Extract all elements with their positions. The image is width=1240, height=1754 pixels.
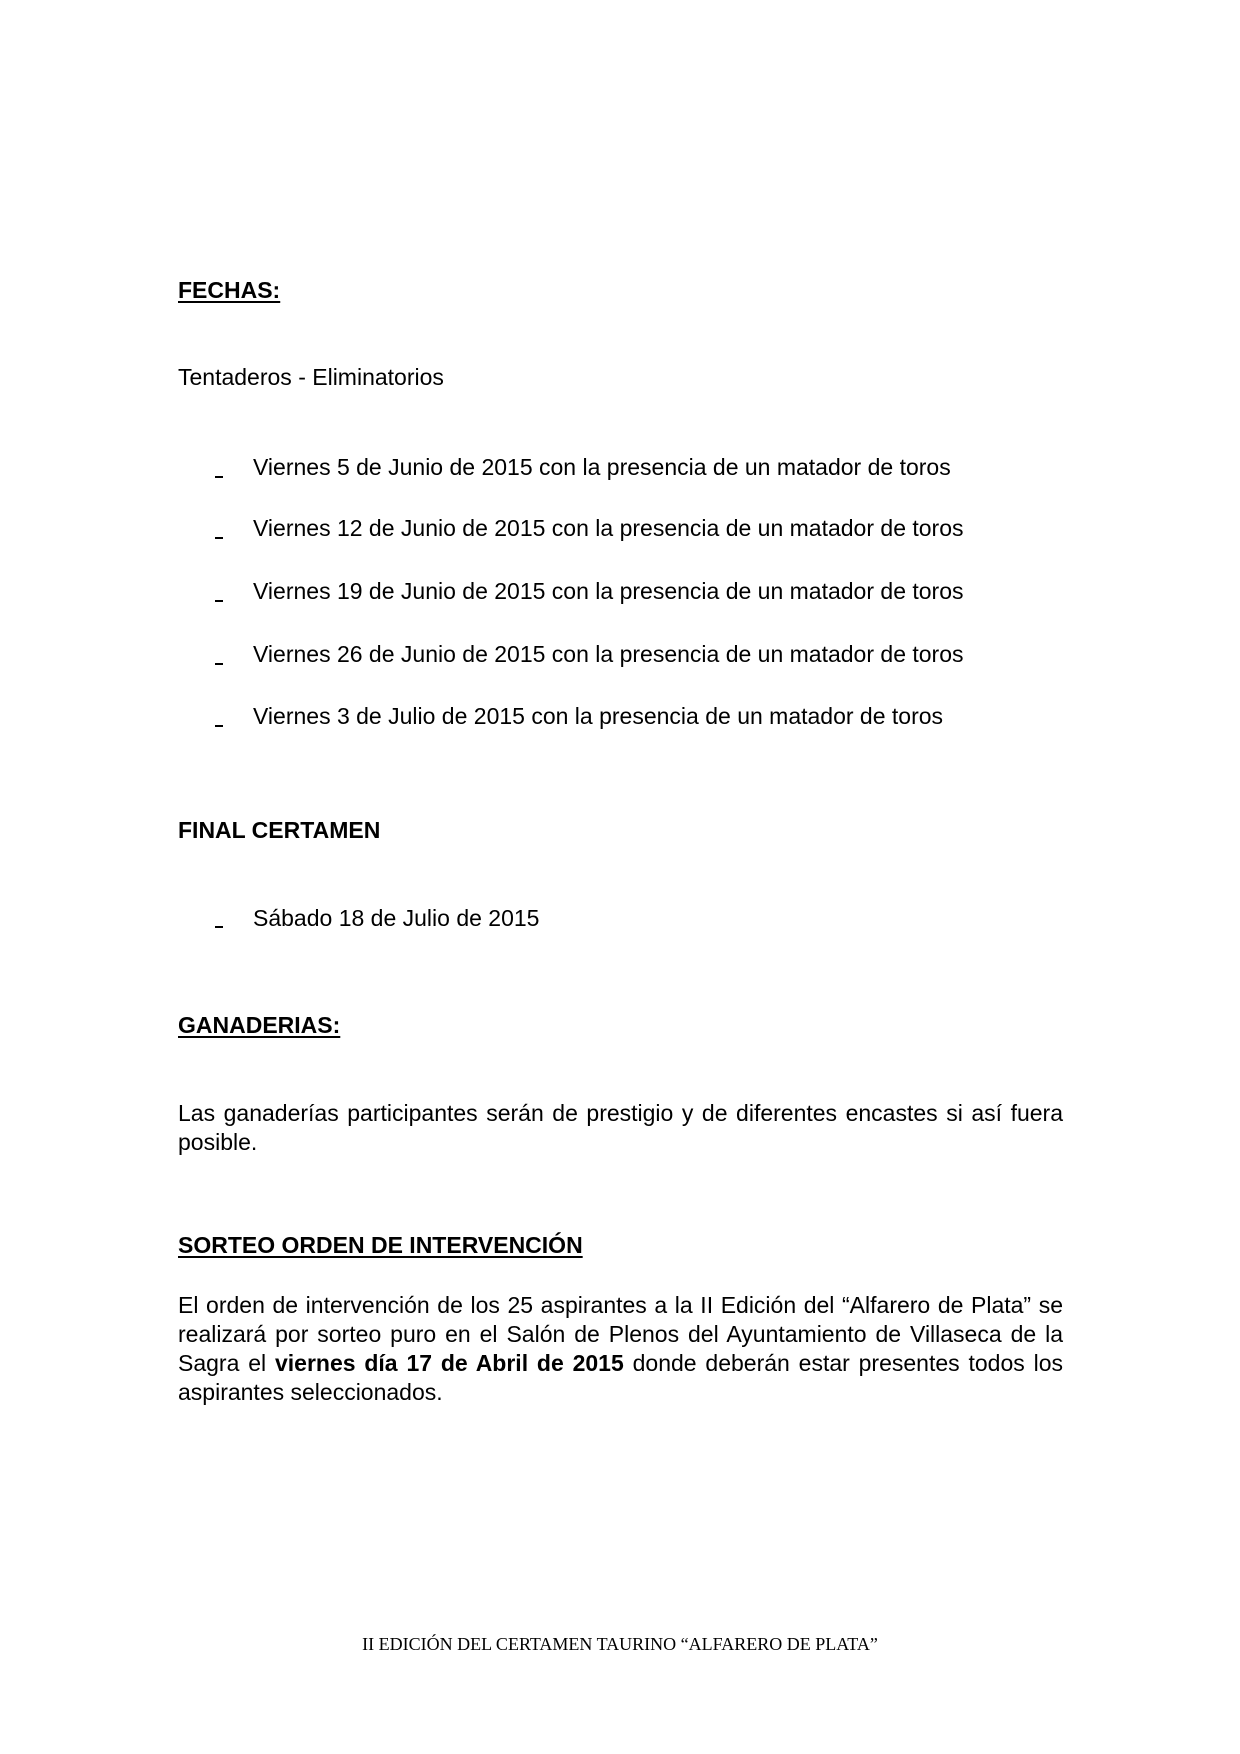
sorteo-paragraph [178, 1291, 1063, 1407]
dash-bullet-icon [215, 600, 223, 602]
sorteo-date-bold: viernes día 17 de Abril de 2015 [274, 1350, 624, 1376]
list-item-text: Viernes 26 de Junio de 2015 con la presencia de un matador de toros [253, 641, 964, 667]
page-footer: II EDICIÓN DEL CERTAMEN TAURINO “ALFARERO DE PLATA” [362, 1634, 878, 1654]
sorteo-text-before: El orden de intervención de los 25 aspirantes a la II Edición del “Alfarero de Plata” se realizará por sorteo puro en el Salón de Plenos del Ayuntamiento de Villaseca de la Sagra el [178, 1292, 1063, 1376]
list-item-text: Sábado 18 de Julio de 2015 [253, 905, 540, 931]
ganaderias-paragraph: Las ganaderías participantes serán de prestigio y de diferentes encastes si así fuera posible. [178, 1100, 1063, 1155]
subheading-tentaderos: Tentaderos - Eliminatorios [178, 364, 444, 390]
section-heading-final-certamen: FINAL CERTAMEN [178, 817, 381, 843]
dash-bullet-icon [215, 537, 223, 539]
dash-bullet-icon [215, 926, 223, 928]
list-item-text: Viernes 3 de Julio de 2015 con la presencia de un matador de toros [253, 703, 944, 729]
sorteo-text-after: donde deberán estar presentes todos los aspirantes seleccionados. [178, 1350, 1063, 1405]
section-heading-fechas: FECHAS: [178, 277, 281, 303]
list-item-text: Viernes 5 de Junio de 2015 con la presencia de un matador de toros [253, 454, 951, 480]
list-item-text: Viernes 12 de Junio de 2015 con la presencia de un matador de toros [253, 515, 964, 541]
dash-bullet-icon [215, 663, 223, 665]
section-heading-ganaderias: GANADERIAS: [178, 1012, 341, 1038]
section-heading-sorteo: SORTEO ORDEN DE INTERVENCIÓN [178, 1232, 583, 1258]
dash-bullet-icon [215, 476, 223, 478]
dash-bullet-icon [215, 725, 223, 727]
list-item-text: Viernes 19 de Junio de 2015 con la presencia de un matador de toros [253, 578, 964, 604]
